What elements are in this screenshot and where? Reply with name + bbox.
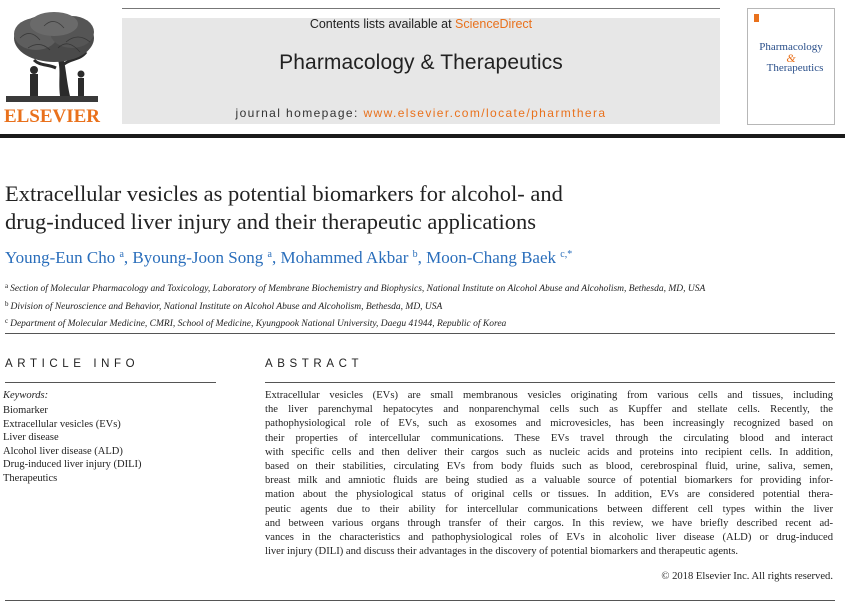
svg-text:&: & [786,51,796,65]
copyright-notice: © 2018 Elsevier Inc. All rights reserved. [661,571,833,582]
author-link[interactable]: Byoung-Joon Song $^a$ [132,248,272,267]
contents-prefix: Contents lists available at [309,17,456,31]
header-top-rule [122,8,720,9]
abstract-line: Extracellular vesicles (EVs) are small membranous vesicles originating from various cells and tissues, including [265,390,833,401]
abstract-line: vances in the characteristics and pathophysiological roles of EVs in alcoholic liver disease (ALD) or drug-induced [265,532,833,544]
sciencedirect-link[interactable]: ScienceDirect [455,17,533,31]
elsevier-wordmark: ELSEVIER [3,106,101,126]
article-info-rule [5,382,216,383]
affiliation-item: $^b$ Division of Neuroscience and Behavior, National Institute on Alcohol Abuse and Alcoholism, Bethesda, MD, USA [5,299,443,312]
abstract-rule [265,382,835,383]
article-title-line: drug-induced liver injury and their therapeutic applications [5,209,537,234]
keywords-list [3,404,142,486]
affiliation-item: $^c$ Department of Molecular Medicine, CMRI, School of Medicine, Kyungpook National University, Daegu 41944, Republic of Korea [5,317,507,329]
journal-cover-icon [748,9,834,124]
article-title-line: Extracellular vesicles as potential biomarkers for alcohol- and [5,181,563,206]
abstract-body [265,389,833,559]
affiliation-item: $^a$ Section of Molecular Pharmacology and Toxicology, Laboratory of Membrane Biochemistry and Biophysics, National Institute on Alcohol Abuse and Alcoholism, Bethesda, MD, USA [5,282,706,294]
abstract-line: their properties of intercellular communications. These EVs travel through the circulating blood and interact [265,432,833,444]
elsevier-logo [0,8,104,126]
svg-text:Therapeutics: Therapeutics [766,62,824,74]
article-info-heading: ARTICLE INFO [5,358,140,370]
header-divider [0,134,845,138]
abstract-line: pathophysiological role of EVs, such as exosomes and microvesicles, has been increasingly recognized based on [265,418,833,430]
abstract-line: mation about the physiological status of original cells or tissues. In addition, EVs are considered potential thera- [265,489,833,501]
contents-line [122,17,720,31]
abstract-line: the liver parenchymal hepatocytes and nonparenchymal cells such as Kupffer and stellate cells. Recently, the [265,404,833,416]
footer-rule [5,600,835,601]
abstract-line: peutic agents due to their ability for intercellular communications between different cell types within the liver [265,503,833,515]
abstract-line: liver injury (DILI) and discuss their advantages in the discovery of potential biomarkers and therapeutic agents. [265,546,739,558]
keyword-item: Extracellular vesicles (EVs) [3,418,121,430]
keywords-label: Keywords: [3,390,49,401]
journal-homepage-line [122,106,720,120]
author-link[interactable]: Moon-Chang Baek $^{c,*}$ [426,248,573,267]
abstract-line: based on their stabilities, circulating EVs from body fluids such as blood, cerebrospinal fluid, urine, saliva, semen, [265,461,833,473]
keyword-item: Biomarker [3,405,48,416]
keyword-item: Therapeutics [3,472,58,484]
elsevier-tree-icon [0,8,104,126]
author-list: Young-Eun Cho $^a$, Byoung-Joon Song $^a$, Mohammed Akbar $^b$, Moon-Chang Baek $^{c,*}$ [5,248,573,267]
keyword-item: Liver disease [3,432,59,444]
journal-cover-thumbnail[interactable] [747,8,835,125]
journal-title: Pharmacology & Therapeutics [279,51,563,74]
homepage-prefix: journal homepage: [235,106,364,120]
section-divider [5,333,835,334]
abstract-line: with specific cells and then deliver their cargos such as nucleic acids and proteins into recipient cells. In addition, [265,446,833,458]
journal-homepage-link[interactable]: www.elsevier.com/locate/pharmthera [363,106,607,120]
keyword-item: Alcohol liver disease (ALD) [3,445,123,457]
keyword-item: Drug-induced liver injury (DILI) [3,459,142,471]
abstract-line: breast milk and amniotic fluids are being studied as a valuable source of potential biomarkers for providing infor- [265,475,833,487]
abstract-heading: ABSTRACT [265,358,364,370]
article-title [5,180,705,236]
affiliation-list [5,279,835,332]
abstract-line: and between various organs through transfer of their cargos. In this review, we have briefly described recent ad- [265,517,833,529]
svg-text:Pharmacology: Pharmacology [759,41,823,53]
author-link[interactable]: Young-Eun Cho $^a$ [5,248,124,267]
author-link[interactable]: Mohammed Akbar $^b$ [280,248,418,267]
